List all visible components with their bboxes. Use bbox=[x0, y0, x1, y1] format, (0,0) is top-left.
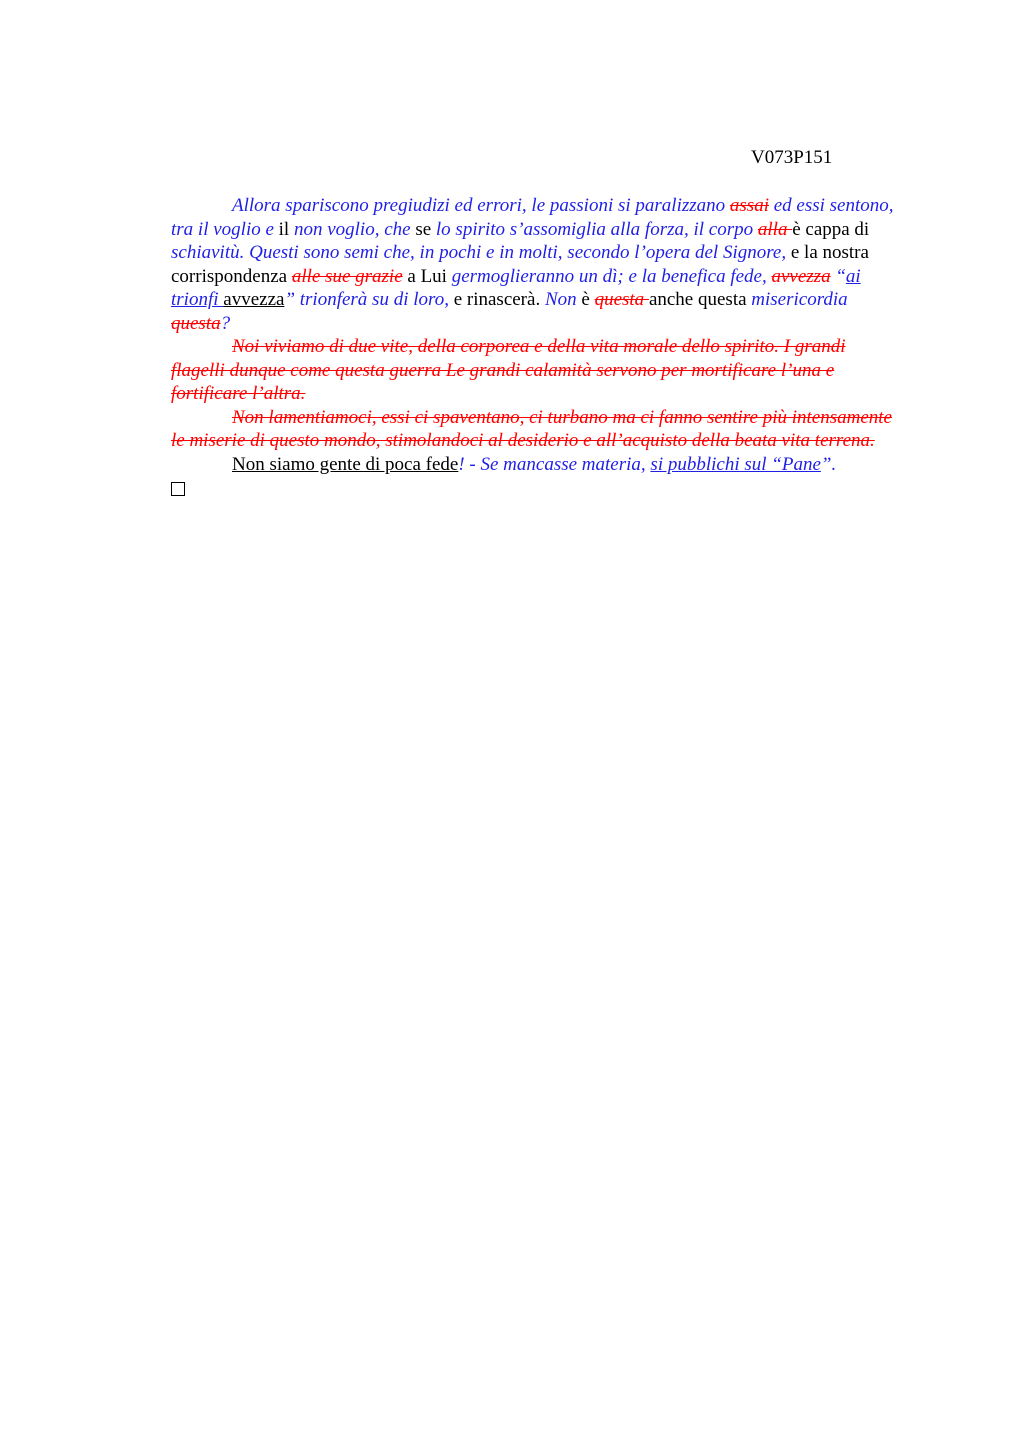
inserted-text: lo spirito s’assomiglia alla forza, il corpo bbox=[435, 218, 758, 240]
text-run: a Lui bbox=[402, 265, 452, 287]
deleted-text: avvezza bbox=[771, 265, 831, 287]
body-text bbox=[171, 194, 899, 503]
inserted-text: germoglieranno un dì; e la benefica fede, bbox=[451, 265, 772, 287]
inserted-text: si pubblichi sul “Pane bbox=[650, 453, 821, 475]
text-run: se bbox=[415, 218, 436, 240]
page-code: V073P151 bbox=[751, 147, 833, 168]
inserted-text: non voglio, che bbox=[293, 218, 416, 240]
inserted-text: “ bbox=[830, 265, 846, 287]
inserted-text: misericordia bbox=[751, 289, 848, 310]
deleted-text: questa bbox=[171, 312, 221, 334]
paragraph-1 bbox=[171, 194, 899, 335]
text-run: anche questa bbox=[648, 289, 752, 310]
paragraph-2 bbox=[171, 335, 899, 406]
deleted-text: alle sue grazie bbox=[291, 265, 403, 287]
text-run: Non siamo gente di poca fede bbox=[232, 453, 459, 475]
deleted-text: questa bbox=[594, 289, 649, 310]
deleted-text: Noi viviamo di due vite, della corporea e della vita morale dello spirito. I grandi flagelli dunque come questa guerra Le grandi calamità servono per mortificare l’una e fortificare l’altra. bbox=[171, 336, 846, 404]
text-run: il bbox=[278, 218, 294, 240]
inserted-text: Non bbox=[544, 289, 582, 310]
inserted-text: schiavitù. Questi sono semi che, in pochi e in molti, secondo l’opera del Signore, bbox=[171, 242, 791, 263]
text-run: e rinascerà. bbox=[453, 289, 545, 310]
inserted-text: Allora spariscono pregiudizi ed errori, le passioni si paralizzano bbox=[232, 195, 730, 216]
text-run: è cappa di bbox=[792, 218, 870, 240]
inserted-text: ! - Se mancasse materia, bbox=[458, 453, 651, 475]
text-run: e la nostra corrispondenza bbox=[171, 242, 869, 287]
inserted-text: ”. bbox=[820, 453, 837, 475]
checkbox-square-icon bbox=[171, 482, 185, 496]
inserted-text: ? bbox=[220, 312, 231, 334]
paragraph-4 bbox=[171, 453, 899, 477]
inserted-text: ed essi sentono, tra il voglio e bbox=[171, 195, 894, 240]
inserted-text: ai trionfi bbox=[171, 265, 861, 310]
deleted-text: alla bbox=[757, 218, 793, 240]
text-run: è bbox=[581, 289, 595, 310]
inserted-text: ” trionferà su di loro, bbox=[284, 289, 454, 310]
deleted-text: assai bbox=[729, 195, 769, 216]
paragraph-3 bbox=[171, 406, 899, 453]
deleted-text: Non lamentiamoci, essi ci spaventano, ci turbano ma ci fanno sentire più intensamente le miserie di questo mondo, stimolandoci al desiderio e all’acquisto della beata vita terrena. bbox=[171, 406, 892, 451]
text-run: avvezza bbox=[223, 289, 285, 310]
